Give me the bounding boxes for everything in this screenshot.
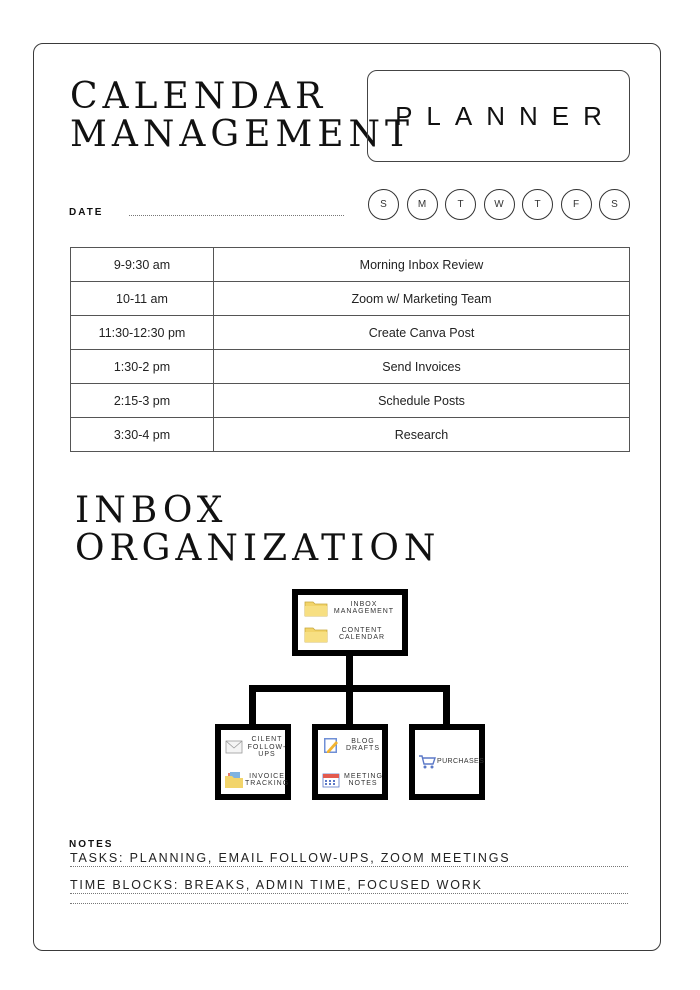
time-cell[interactable]: 9-9:30 am xyxy=(71,248,214,282)
date-label: DATE xyxy=(69,207,104,218)
time-cell[interactable]: 3:30-4 pm xyxy=(71,418,214,452)
node-label: CILENT FOLLOW-UPS xyxy=(247,736,287,758)
node-item xyxy=(225,772,289,788)
task-cell[interactable]: Schedule Posts xyxy=(214,384,630,418)
folder-icon xyxy=(304,625,328,643)
node-label: PURCHASES xyxy=(437,758,485,766)
task-cell[interactable]: Research xyxy=(214,418,630,452)
calendar-icon xyxy=(322,772,340,788)
day-friday[interactable]: F xyxy=(561,189,592,220)
shopping-cart-icon xyxy=(418,754,436,770)
node-top[interactable] xyxy=(292,589,408,656)
node-item xyxy=(304,625,388,643)
time-cell[interactable]: 10-11 am xyxy=(71,282,214,316)
node-left[interactable] xyxy=(215,724,291,800)
note-line-3[interactable] xyxy=(70,903,628,904)
node-item xyxy=(322,772,382,788)
note-line-1[interactable]: TASKS: PLANNING, EMAIL FOLLOW-UPS, ZOOM MEETINGS xyxy=(70,850,628,867)
day-sunday[interactable]: S xyxy=(368,189,399,220)
node-label: CONTENT CALENDAR xyxy=(338,626,386,641)
connector-left xyxy=(249,685,256,727)
node-label: INBOX MANAGEMENT xyxy=(333,600,395,615)
node-label: BLOG DRAFTS xyxy=(346,737,380,752)
node-item xyxy=(225,736,287,759)
node-item xyxy=(322,736,380,754)
node-label: INVOICE TRACKING xyxy=(245,772,290,787)
inbox-title-line-1: INBOX xyxy=(75,490,228,531)
planner-badge-label: PLANNER xyxy=(395,100,616,131)
title-line-1: CALENDAR xyxy=(70,76,328,117)
node-middle[interactable] xyxy=(312,724,388,800)
time-cell[interactable]: 11:30-12:30 pm xyxy=(71,316,214,350)
node-item xyxy=(418,754,484,770)
notes-label: NOTES xyxy=(69,839,114,850)
title-line-2: MANAGEMENT xyxy=(70,114,415,155)
node-item xyxy=(304,599,396,617)
time-cell[interactable]: 1:30-2 pm xyxy=(71,350,214,384)
inbox-title-line-2: ORGANIZATION xyxy=(75,528,441,569)
day-saturday[interactable]: S xyxy=(599,189,630,220)
task-cell[interactable]: Send Invoices xyxy=(214,350,630,384)
envelope-icon xyxy=(225,740,243,754)
connector-right xyxy=(443,685,450,727)
connector-middle xyxy=(346,685,353,727)
task-cell[interactable]: Create Canva Post xyxy=(214,316,630,350)
day-tuesday[interactable]: T xyxy=(445,189,476,220)
time-cell[interactable]: 2:15-3 pm xyxy=(71,384,214,418)
node-label: MEETING NOTES xyxy=(344,772,383,787)
notepad-pencil-icon xyxy=(322,736,340,754)
day-monday[interactable]: M xyxy=(407,189,438,220)
task-cell[interactable]: Morning Inbox Review xyxy=(214,248,630,282)
day-thursday[interactable]: T xyxy=(522,189,553,220)
folder-docs-icon xyxy=(225,772,243,788)
note-line-2[interactable]: TIME BLOCKS: BREAKS, ADMIN TIME, FOCUSED WORK xyxy=(70,877,628,894)
node-right[interactable] xyxy=(409,724,485,800)
folder-icon xyxy=(304,599,328,617)
day-wednesday[interactable]: W xyxy=(484,189,515,220)
task-cell[interactable]: Zoom w/ Marketing Team xyxy=(214,282,630,316)
